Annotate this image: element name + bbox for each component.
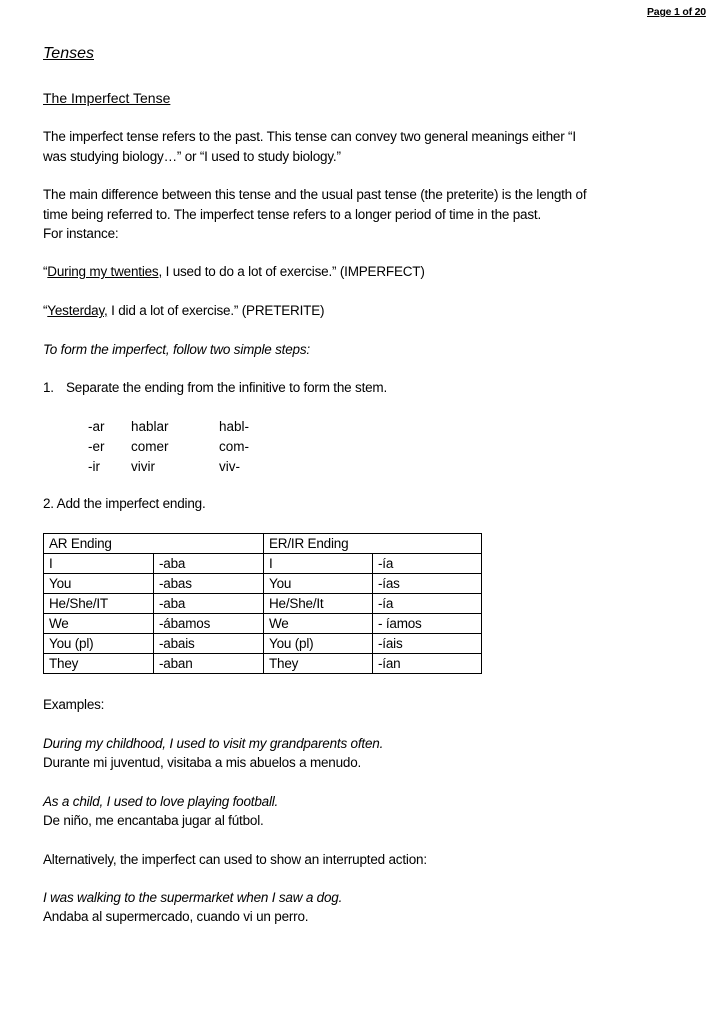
stem-ending: -ar	[88, 419, 105, 434]
stem-infinitive: comer	[131, 439, 169, 454]
stem-result: habl-	[219, 419, 250, 434]
example-imperfect	[43, 264, 425, 279]
er-pronoun: He/She/It	[264, 594, 373, 614]
section-heading: The Imperfect Tense	[43, 90, 171, 106]
table-row	[44, 554, 482, 574]
ar-ending: -aban	[154, 654, 264, 674]
document-title: Tenses	[43, 45, 94, 62]
er-ending: -ías	[373, 574, 482, 594]
er-ending: -ían	[373, 654, 482, 674]
interrupted-english: I was walking to the supermarket when I saw a dog.	[43, 890, 343, 905]
er-pronoun: They	[264, 654, 373, 674]
ar-ending: -abas	[154, 574, 264, 594]
ar-pronoun: He/She/IT	[44, 594, 154, 614]
ar-ending: -aba	[154, 554, 264, 574]
er-ending: -íais	[373, 634, 482, 654]
step-1-text: Separate the ending from the infinitive to form the stem.	[66, 380, 388, 395]
alternative-text: Alternatively, the imperfect can used to show an interrupted action:	[43, 852, 427, 867]
ar-ending: -abais	[154, 634, 264, 654]
ar-ending: -aba	[154, 594, 264, 614]
er-pronoun: You	[264, 574, 373, 594]
underlined-phrase: Yesterday,	[47, 303, 108, 318]
open-quote: “	[43, 303, 48, 318]
difference-line-3: For instance:	[43, 226, 119, 241]
stem-result: viv-	[219, 459, 240, 474]
header-ar-ending: AR Ending	[44, 534, 264, 554]
stem-infinitive: vivir	[131, 459, 155, 474]
er-pronoun: I	[264, 554, 373, 574]
example-spanish: De niño, me encantaba jugar al fútbol.	[43, 813, 264, 828]
step-2-text: 2. Add the imperfect ending.	[43, 496, 206, 511]
er-ending: - íamos	[373, 614, 482, 634]
intro-line-1: The imperfect tense refers to the past. This tense can convey two general meanings either “I	[43, 129, 576, 144]
difference-line-1: The main difference between this tense and the usual past tense (the preterite) is the length of	[43, 187, 587, 202]
example-rest: I did a lot of exercise.” (PRETERITE)	[107, 303, 325, 318]
open-quote: “	[43, 264, 48, 279]
stem-ending: -ir	[88, 459, 100, 474]
ar-pronoun: We	[44, 614, 154, 634]
stem-stems-column	[219, 417, 249, 477]
example-rest: I used to do a lot of exercise.” (IMPERFECT)	[162, 264, 425, 279]
table-row	[44, 614, 482, 634]
er-ending: -ía	[373, 554, 482, 574]
table-row	[44, 634, 482, 654]
ar-pronoun: You (pl)	[44, 634, 154, 654]
er-pronoun: We	[264, 614, 373, 634]
example-english: During my childhood, I used to visit my grandparents often.	[43, 736, 384, 751]
page-number: Page 1 of 20	[647, 6, 706, 18]
ar-pronoun: I	[44, 554, 154, 574]
example-preterite	[43, 303, 324, 318]
er-ending: -ía	[373, 594, 482, 614]
table-row	[44, 594, 482, 614]
examples-heading: Examples:	[43, 697, 105, 712]
step-1-number: 1.	[43, 380, 54, 395]
stem-endings-column	[88, 417, 105, 477]
ar-pronoun: You	[44, 574, 154, 594]
stem-ending: -er	[88, 439, 105, 454]
example-english: As a child, I used to love playing football.	[43, 794, 279, 809]
table-row	[44, 654, 482, 674]
stem-infinitive: hablar	[131, 419, 169, 434]
steps-intro: To form the imperfect, follow two simple steps:	[43, 342, 310, 357]
ar-ending: -ábamos	[154, 614, 264, 634]
underlined-phrase: During my twenties,	[47, 264, 163, 279]
difference-line-2: time being referred to. The imperfect tense refers to a longer period of time in the past.	[43, 207, 542, 222]
ar-pronoun: They	[44, 654, 154, 674]
stem-infinitives-column	[131, 417, 169, 477]
er-pronoun: You (pl)	[264, 634, 373, 654]
table-header-row	[44, 534, 482, 554]
intro-line-2: was studying biology…” or “I used to study biology.”	[43, 149, 341, 164]
interrupted-spanish: Andaba al supermercado, cuando vi un perro.	[43, 909, 309, 924]
table-row	[44, 574, 482, 594]
stem-result: com-	[219, 439, 249, 454]
header-erir-ending: ER/IR Ending	[264, 534, 482, 554]
imperfect-endings-table	[43, 533, 482, 674]
example-spanish: Durante mi juventud, visitaba a mis abuelos a menudo.	[43, 755, 362, 770]
